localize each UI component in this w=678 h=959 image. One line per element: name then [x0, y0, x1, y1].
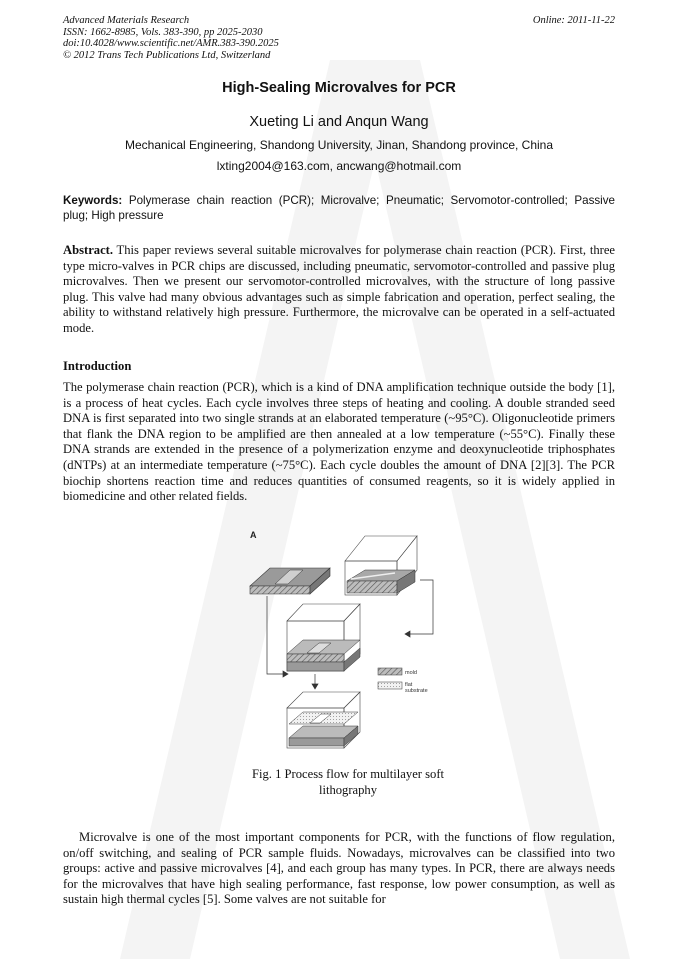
caption-line-2: lithography [318, 783, 378, 797]
introduction-heading: Introduction [63, 359, 132, 373]
caption-line-1: Fig. 1 Process flow for multilayer soft [251, 767, 445, 781]
mold-top-left [250, 568, 330, 594]
pdms-box-top-right [345, 536, 417, 595]
legend-substrate-label: substrate [405, 688, 428, 694]
figure-caption [230, 766, 466, 798]
legend-substrate-swatch [378, 682, 402, 689]
legend-mold-swatch [378, 668, 402, 675]
abstract-label: Abstract. [63, 243, 114, 257]
legend-flat-label: flat [405, 682, 413, 688]
introduction-paragraph-1: The polymerase chain reaction (PCR), which is a kind of DNA amplification technique outside the body [1], is a process of heat cycles. Each cycle involves three steps of heating and cooling. A double stranded seed DNA is first separated into two single strands at an elaborated temperature (~95°C). Oligonucleotide primers that flank the DNA region to be amplified are then annealed at a low temperature (~55°C). Finally these DNA strands are extended in the presence of a polymerization enzyme and deoxynucleotide triphosphates (dNTPs) at an intermediate temperature (~75°C). Each cycle doubles the amount of DNA [2][3]. The PCR biochip shortens reaction time and reduces quantities of consumed reagents, so it is widely applied in biomedicine and other related fields. [63, 380, 615, 504]
doi-line: doi:10.4028/www.scientific.net/AMR.383-390.2025 [63, 38, 279, 49]
online-date: Online: 2011-11-22 [532, 15, 615, 26]
bonded-box-bottom [287, 692, 360, 748]
abstract-block [63, 243, 615, 337]
authors: Xueting Li and Anqun Wang [249, 114, 429, 130]
legend-mold-label: mold [405, 670, 417, 676]
figure-legend [378, 668, 428, 694]
down-arrow [312, 674, 318, 689]
author-emails: lxting2004@163.com, ancwang@hotmail.com [216, 159, 462, 173]
process-flow-figure [245, 526, 445, 766]
keywords-label: Keywords: [63, 194, 123, 207]
affiliation: Mechanical Engineering, Shandong University, Jinan, Shandong province, China [124, 138, 554, 152]
copyright-line: © 2012 Trans Tech Publications Ltd, Switzerland [63, 49, 271, 61]
issn-line: ISSN: 1662-8985, Vols. 383-390, pp 2025-2030 [63, 26, 263, 38]
keywords-text: Polymerase chain reaction (PCR); Microvalve; Pneumatic; Servomotor-controlled; Passive plug; High pressure [63, 194, 615, 222]
assembly-box-middle [287, 604, 360, 671]
paper-title: High-Sealing Microvalves for PCR [222, 80, 456, 96]
journal-header [63, 15, 615, 61]
journal-name: Advanced Materials Research [63, 15, 190, 26]
keywords-block [63, 194, 615, 223]
panel-label-a: A [250, 530, 257, 540]
introduction-paragraph-2: Microvalve is one of the most important components for PCR, with the functions of flow regulation, on/off switching, and sealing of PCR sample fluids. Nowadays, microvalves can be classified into two groups: active and passive microvalves [4], and each group has many types. In PCR, there are always needs for the microvalves that have high sealing performance, fast response, low power consumption, as well as sustain high thermal cycles [5]. Some valves are not suitable for [63, 830, 615, 907]
abstract-text: This paper reviews several suitable microvalves for polymerase chain reaction (PCR). First, three type micro-valves in PCR chips are discussed, including pneumatic, servomotor-controlled and passive plug microvalves. Then we present our servomotor-controlled microvalves, with the structure of long passive plug. This valve had many obvious advantages such as simple fabrication and operation, perfect sealing, the ability to withstand relatively high pressure. Furthermore, the microvalve can be operated in a self-actuated mode. [63, 243, 615, 335]
